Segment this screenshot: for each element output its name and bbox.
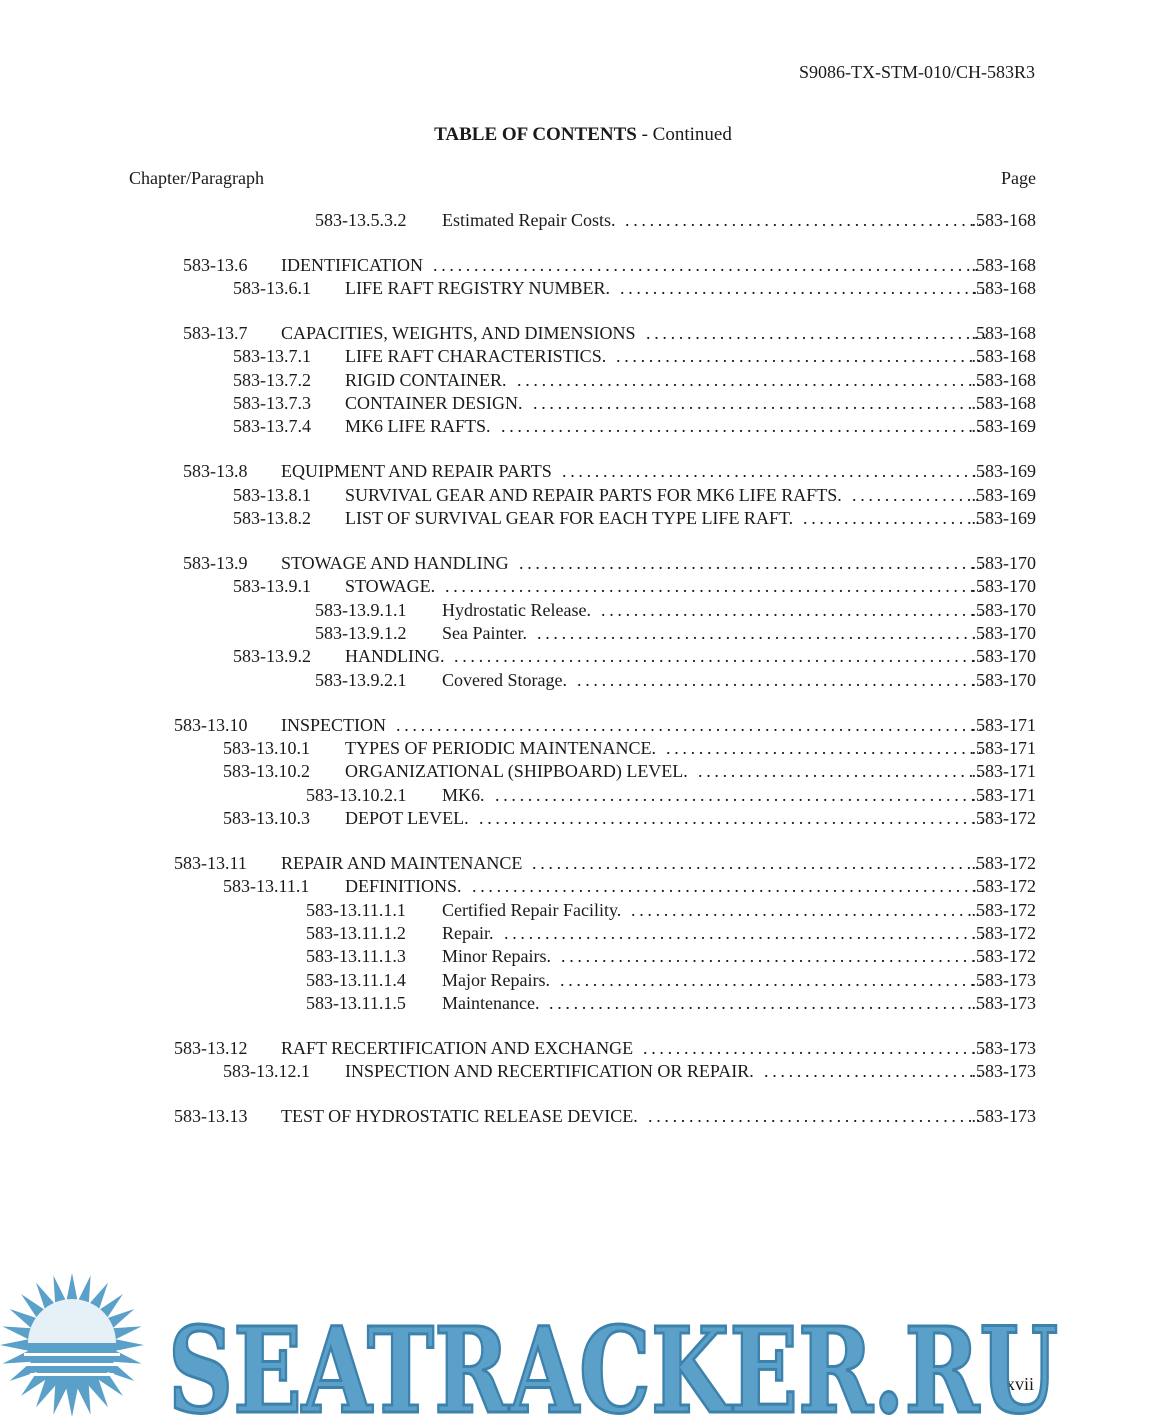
toc-entry-number: 583-13.9 [183,553,248,573]
dot-leader: ............................................................ [495,785,987,805]
toc-entry[interactable] [0,875,1036,898]
dot-leader: ........................................................... [501,416,985,436]
toc-entry-title: CAPACITIES, WEIGHTS, AND DIMENSIONS [281,323,636,343]
toc-entry-title: TEST OF HYDROSTATIC RELEASE DEVICE. [281,1106,638,1126]
toc-entry-title: Covered Storage. [442,670,567,690]
dot-leader: ....................................................... [533,393,984,413]
dot-leader: ............................................. [620,278,989,298]
toc-title-suffix: - Continued [636,124,732,145]
dot-leader: ........................................................................ [396,715,987,735]
toc-entry-number: 583-13.12 [174,1038,248,1058]
toc-entry[interactable] [0,737,1036,760]
toc-entry-page: .583-172 [971,923,1036,943]
toc-entry-page: .583-173 [971,970,1036,990]
toc-entry-number: 583-13.9.2.1 [315,670,407,690]
toc-entry-title: INSPECTION AND RECERTIFICATION OR REPAIR. [345,1061,754,1081]
toc-entry-number: 583-13.13 [174,1106,248,1126]
toc-entry[interactable] [0,507,1036,530]
toc-entry-page: .583-168 [971,346,1036,366]
toc-entry[interactable] [0,645,1036,668]
toc-entry[interactable] [0,899,1036,922]
dot-leader: ................................................................. [454,646,987,666]
toc-entry-title: MK6 LIFE RAFTS. [345,416,491,436]
toc-entry-page: .583-168 [971,255,1036,275]
dot-leader: ............................................ [625,210,986,230]
toc-entry-number: 583-13.7.4 [233,416,311,436]
toc-entry-page: .583-173 [971,1106,1036,1126]
toc-entry-number: 583-13.11 [174,853,247,873]
dot-leader: .................................................... [560,970,987,990]
toc-entry-page: .583-170 [971,553,1036,573]
toc-entry-page: .583-169 [971,461,1036,481]
toc-entry[interactable] [0,209,1036,232]
toc-entry-page: .583-168 [971,210,1036,230]
toc-entry-number: 583-13.6.1 [233,278,311,298]
toc-entry[interactable] [0,969,1036,992]
watermark [0,1262,1080,1425]
dot-leader: .......................................... [643,1038,988,1058]
dot-leader: ................................................................... [433,255,983,275]
toc-entry-page: .583-172 [971,876,1036,896]
toc-entry[interactable] [0,852,1036,875]
dot-leader: ............................................. [616,346,985,366]
toc-entry-number: 583-13.11.1.4 [306,970,406,990]
toc-entry-title: LIFE RAFT REGISTRY NUMBER. [345,278,611,298]
dot-leader: ........................................................... [504,923,988,943]
toc-entry-title: Maintenance. [442,993,540,1013]
toc-entry-page: .583-169 [971,508,1036,528]
dot-leader: ........................... [764,1061,986,1081]
toc-entry[interactable] [0,254,1036,277]
toc-entry[interactable] [0,484,1036,507]
dot-leader: ...................... [803,508,984,528]
toc-entry-page: .583-172 [971,900,1036,920]
toc-entry-page: .583-173 [971,1038,1036,1058]
toc-entry-number: 583-13.9.1.1 [315,600,407,620]
toc-entry-title: Estimated Repair Costs. [442,210,616,230]
toc-entry-page: .583-168 [971,278,1036,298]
toc-entry-number: 583-13.8.2 [233,508,311,528]
toc-entry-page: .583-170 [971,646,1036,666]
toc-entry-title: CONTAINER DESIGN. [345,393,523,413]
toc-entry-title: LIFE RAFT CHARACTERISTICS. [345,346,607,366]
watermark-text: SEATRACKER.RU [168,1301,1058,1425]
toc-entry-title: DEPOT LEVEL. [345,808,469,828]
toc-entry-number: 583-13.12.1 [223,1061,310,1081]
toc-entry-page: .583-168 [971,323,1036,343]
toc-entry[interactable] [0,599,1036,622]
toc-entry-page: .583-171 [971,738,1036,758]
toc-entry-title: LIST OF SURVIVAL GEAR FOR EACH TYPE LIFE RAFT. [345,508,794,528]
toc-entry-title: IDENTIFICATION [281,255,423,275]
column-header-page: Page [1001,168,1036,188]
toc-entry-page: .583-171 [971,715,1036,735]
dot-leader: .......................................... [646,323,991,343]
dot-leader: ......................................................... [519,553,987,573]
toc-title-main: TABLE OF CONTENTS [434,124,637,145]
dot-leader: .............................................................. [479,808,988,828]
toc-entry-title: REPAIR AND MAINTENANCE [281,853,523,873]
toc-entry-title: TYPES OF PERIODIC MAINTENANCE. [345,738,657,758]
toc-entry-number: 583-13.9.2 [233,646,311,666]
toc-entry-number: 583-13.7.1 [233,346,311,366]
toc-entry-page: .583-173 [971,1061,1036,1081]
toc-entry-title: Hydrostatic Release. [442,600,591,620]
dot-leader: ......................................... [648,1106,985,1126]
dot-leader: ....................................................... [537,623,988,643]
toc-entry-page: .583-172 [971,946,1036,966]
toc-entry-page: .583-171 [971,761,1036,781]
toc-entry-number: 583-13.11.1.1 [306,900,406,920]
toc-entry-title: EQUIPMENT AND REPAIR PARTS [281,461,552,481]
toc-entry-title: SURVIVAL GEAR AND REPAIR PARTS FOR MK6 LIFE RAFTS. [345,485,842,505]
toc-entry[interactable] [0,922,1036,945]
toc-entry[interactable] [0,622,1036,645]
toc-entry[interactable] [0,1105,1036,1128]
toc-entry-title: RAFT RECERTIFICATION AND EXCHANGE [281,1038,634,1058]
toc-entry-number: 583-13.10 [174,715,248,735]
toc-entry-title: Repair. [442,923,494,943]
toc-entry-title: HANDLING. [345,646,445,666]
document-id: S9086-TX-STM-010/CH-583R3 [798,62,1035,82]
toc-entry-page: .583-170 [971,600,1036,620]
toc-entry-title: DEFINITIONS. [345,876,462,896]
toc-entry-page: .583-172 [971,808,1036,828]
dot-leader: ....................................................... [532,853,983,873]
toc-entry-number: 583-13.8 [183,461,248,481]
dot-leader: .................................................................. [445,576,987,596]
toc-entry-page: .583-172 [971,853,1036,873]
toc-entry-page: .583-169 [971,416,1036,436]
toc-entry-title: Major Repairs. [442,970,550,990]
toc-entry-page: .583-171 [971,785,1036,805]
dot-leader: .................................................... [561,946,988,966]
toc-entry[interactable] [0,460,1036,483]
dot-leader: ..................................................... [549,993,984,1013]
toc-entry[interactable] [0,945,1036,968]
column-header-chapter: Chapter/Paragraph [129,168,264,188]
toc-entry[interactable] [0,1037,1036,1060]
toc-entry-number: 583-13.10.1 [223,738,310,758]
toc-entry[interactable] [0,714,1036,737]
toc-entry[interactable] [0,760,1036,783]
toc-entry-title: RIGID CONTAINER. [345,370,507,390]
toc-entry[interactable] [0,784,1036,807]
dot-leader: .................................................. [577,670,987,690]
toc-entry-title: Sea Painter. [442,623,527,643]
toc-entry-number: 583-13.7.3 [233,393,311,413]
toc-entry-number: 583-13.10.2.1 [306,785,407,805]
toc-entry[interactable] [0,322,1036,345]
toc-entry[interactable] [0,575,1036,598]
toc-entry-number: 583-13.8.1 [233,485,311,505]
dot-leader: ............................................... [601,600,987,620]
toc-entry-number: 583-13.11.1.3 [306,946,406,966]
dot-leader: ................................... [698,761,985,781]
toc-entry-title: INSPECTION [281,715,387,735]
dot-leader: .................................................... [562,461,989,481]
toc-entry[interactable] [0,392,1036,415]
page-number: xvii [1005,1374,1034,1394]
toc-entry-title: Minor Repairs. [442,946,551,966]
toc-entry-title: ORGANIZATIONAL (SHIPBOARD) LEVEL. [345,761,688,781]
toc-entry-number: 583-13.7.2 [233,370,311,390]
toc-entry-title: STOWAGE AND HANDLING [281,553,509,573]
dot-leader: ................ [852,485,984,505]
toc-entry[interactable] [0,415,1036,438]
dot-leader: ......................................................... [517,370,985,390]
toc-entry-page: .583-170 [971,670,1036,690]
toc-entry-number: 583-13.11.1.5 [306,993,406,1013]
dot-leader: ............................................................... [472,876,989,896]
toc-entry[interactable] [0,807,1036,830]
toc-entry-number: 583-13.11.1 [223,876,310,896]
toc-entry[interactable] [0,369,1036,392]
toc-entry[interactable] [0,992,1036,1015]
toc-entry-number: 583-13.6 [183,255,248,275]
toc-entry[interactable] [0,277,1036,300]
toc-entry-number: 583-13.5.3.2 [315,210,407,230]
toc-entry[interactable] [0,345,1036,368]
toc-entry-number: 583-13.9.1 [233,576,311,596]
toc-entry-number: 583-13.7 [183,323,248,343]
dot-leader: ....................................... [666,738,986,758]
toc-entry-page: .583-168 [971,393,1036,413]
toc-entry-number: 583-13.11.1.2 [306,923,406,943]
dot-leader: ........................................... [631,900,984,920]
toc-entry-page: .583-169 [971,485,1036,505]
toc-entry[interactable] [0,1060,1036,1083]
toc-entry-page: .583-170 [971,576,1036,596]
toc-entry[interactable] [0,669,1036,692]
toc-entry-title: Certified Repair Facility. [442,900,622,920]
toc-entry-page: .583-170 [971,623,1036,643]
toc-entry[interactable] [0,552,1036,575]
toc-entry-number: 583-13.10.3 [223,808,310,828]
toc-entry-title: STOWAGE. [345,576,436,596]
sunburst-icon [0,1273,144,1417]
toc-entry-number: 583-13.10.2 [223,761,310,781]
toc-entry-page: .583-173 [971,993,1036,1013]
toc-entry-number: 583-13.9.1.2 [315,623,407,643]
toc-entry-title: MK6. [442,785,485,805]
toc-entry-page: .583-168 [971,370,1036,390]
